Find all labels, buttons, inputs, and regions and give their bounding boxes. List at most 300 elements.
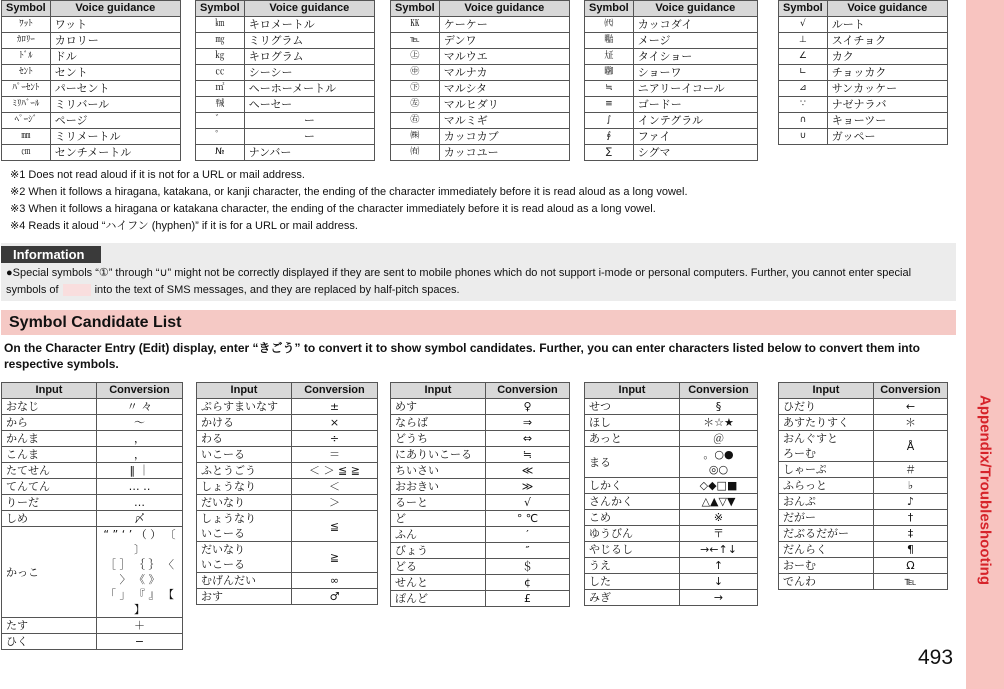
conversion-cell: ＝ <box>292 447 378 463</box>
conversion-cell: Ω <box>874 558 948 574</box>
input-cell: ならば <box>391 415 486 431</box>
symbol-cell: ∫ <box>585 113 634 129</box>
input-cell: わる <box>197 431 292 447</box>
guidance-cell: マルミギ <box>439 113 569 129</box>
symbol-table-3 <box>390 0 570 161</box>
symbol-cell: ∩ <box>779 113 828 129</box>
table-row <box>585 478 758 494</box>
table-row <box>2 527 183 618</box>
table-row <box>585 415 758 431</box>
guidance-cell: ファイ <box>633 129 757 145</box>
input-cell: どうち <box>391 431 486 447</box>
conversion-cell: ‖ ｜ <box>97 463 183 479</box>
guidance-cell: カッコダイ <box>633 17 757 33</box>
conversion-cell: § <box>680 399 758 415</box>
input-cell: にありいこーる <box>391 447 486 463</box>
symbol-cell: ㍼ <box>585 65 634 81</box>
input-cell: だいなり <box>197 495 292 511</box>
table-row <box>2 479 183 495</box>
guidance-cell: ドル <box>50 49 180 65</box>
table-row <box>2 33 181 49</box>
conversion-cell: × <box>292 415 378 431</box>
input-cell: こんま <box>2 447 97 463</box>
table-row <box>585 558 758 574</box>
table-row <box>197 511 378 542</box>
symbol-cell: ﾜｯﾄ <box>2 17 51 33</box>
guidance-cell: インテグラル <box>633 113 757 129</box>
symbol-cell: ㎎ <box>196 33 245 49</box>
table-row <box>391 399 570 415</box>
conversion-cell: ＋ <box>97 618 183 634</box>
chapter-tab-label <box>966 370 1004 610</box>
input-cell: たす <box>2 618 97 634</box>
table-row <box>391 97 570 113</box>
table-row <box>779 33 948 49</box>
symbol-cell: ﾍﾟｰｼﾞ <box>2 113 51 129</box>
table-row <box>196 145 375 161</box>
table-row <box>585 129 758 145</box>
table-row <box>391 591 570 607</box>
table-row <box>585 49 758 65</box>
table-row <box>391 81 570 97</box>
symbol-cell: ∮ <box>585 129 634 145</box>
input-cell: ふとうごう <box>197 463 292 479</box>
table-row <box>2 447 183 463</box>
guidance-cell: ー <box>244 129 374 145</box>
conversion-cell: ± <box>292 399 378 415</box>
table-row <box>391 479 570 495</box>
conversion-cell: ℡ <box>874 574 948 590</box>
table-row <box>779 462 948 478</box>
conversion-cell: … ‥ <box>97 479 183 495</box>
table-row <box>391 17 570 33</box>
candidate-table-body <box>2 399 183 650</box>
table-row <box>585 590 758 606</box>
table-row <box>779 542 948 558</box>
input-cell: せんと <box>391 575 486 591</box>
input-cell: ふん <box>391 527 486 543</box>
symbol-table-body <box>2 17 181 161</box>
symbol-cell: ㎡ <box>196 81 245 97</box>
guidance-cell: ヘーホーメートル <box>244 81 374 97</box>
table-row <box>391 129 570 145</box>
conversion-header: Conversion <box>680 383 758 399</box>
chapter-tab-text: Appendix/Troubleshooting <box>976 395 994 585</box>
table-row <box>197 573 378 589</box>
guidance-cell: センチメートル <box>50 145 180 161</box>
conversion-cell: 〒 <box>680 526 758 542</box>
table-row <box>391 543 570 559</box>
conversion-cell: ♪ <box>874 494 948 510</box>
conversion-cell: → <box>680 590 758 606</box>
table-row <box>585 33 758 49</box>
guidance-cell: ヘーセー <box>244 97 374 113</box>
input-header: Input <box>779 383 874 399</box>
symbol-cell: ﾄﾞﾙ <box>2 49 51 65</box>
symbol-cell: ㊧ <box>391 97 440 113</box>
guidance-cell: セント <box>50 65 180 81</box>
input-cell: あっと <box>585 431 680 447</box>
input-cell: うえ <box>585 558 680 574</box>
table-row <box>779 17 948 33</box>
input-cell: かける <box>197 415 292 431</box>
input-cell: たてせん <box>2 463 97 479</box>
conversion-cell: ， <box>97 431 183 447</box>
page-number: 493 <box>918 646 954 669</box>
conversion-cell: ¢ <box>486 575 570 591</box>
conversion-cell: † <box>874 510 948 526</box>
symbol-cell: ⊥ <box>779 33 828 49</box>
table-row <box>585 97 758 113</box>
conversion-cell: 〆 <box>97 511 183 527</box>
table-row <box>197 399 378 415</box>
guidance-cell: カッコユー <box>439 145 569 161</box>
conversion-cell: 。○● ◎○ <box>680 447 758 478</box>
conversion-cell: ÷ <box>292 431 378 447</box>
input-cell: めす <box>391 399 486 415</box>
guidance-cell: ゴードー <box>633 97 757 113</box>
candidate-table-3 <box>390 382 570 607</box>
symbol-cell: ⊿ <box>779 81 828 97</box>
symbol-cell: ㎜ <box>2 129 51 145</box>
table-row <box>197 447 378 463</box>
table-row <box>391 145 570 161</box>
input-cell: さんかく <box>585 494 680 510</box>
guidance-cell: カロリー <box>50 33 180 49</box>
symbol-cell: √ <box>779 17 828 33</box>
input-header: Input <box>197 383 292 399</box>
symbol-header: Symbol <box>391 1 440 17</box>
conversion-cell: ＊☆★ <box>680 415 758 431</box>
input-cell: おす <box>197 589 292 605</box>
input-cell: かっこ <box>2 527 97 618</box>
table-row <box>391 113 570 129</box>
guidance-header: Voice guidance <box>633 1 757 17</box>
input-cell: ひだり <box>779 399 874 415</box>
table-row <box>197 479 378 495</box>
conversion-cell: ≫ <box>486 479 570 495</box>
table-row <box>2 97 181 113</box>
conversion-cell: ← <box>874 399 948 415</box>
input-cell: まる <box>585 447 680 478</box>
input-cell: しめ <box>2 511 97 527</box>
input-cell: おーむ <box>779 558 874 574</box>
conversion-cell: ° ℃ <box>486 511 570 527</box>
note-2: ※2 When it follows a hiragana, katakana, or kanji character, the ending of the character immediately before it is read aloud as a long vowel. <box>10 186 688 198</box>
symbol-cell: ㊤ <box>391 49 440 65</box>
conversion-cell: ¶ <box>874 542 948 558</box>
input-cell: おなじ <box>2 399 97 415</box>
guidance-header: Voice guidance <box>827 1 947 17</box>
guidance-cell: ケーケー <box>439 17 569 33</box>
table-row <box>779 574 948 590</box>
symbol-cell: ㊦ <box>391 81 440 97</box>
input-cell: いこーる <box>197 447 292 463</box>
conversion-cell: ⇒ <box>486 415 570 431</box>
conversion-cell: ≪ <box>486 463 570 479</box>
input-cell: しかく <box>585 478 680 494</box>
symbol-table-4 <box>584 0 758 161</box>
table-row <box>779 399 948 415</box>
conversion-cell: Å <box>874 431 948 462</box>
table-row <box>2 618 183 634</box>
conversion-cell: ＃ <box>874 462 948 478</box>
guidance-cell: シーシー <box>244 65 374 81</box>
table-row <box>2 634 183 650</box>
input-cell: こめ <box>585 510 680 526</box>
candidate-table-body <box>585 399 758 606</box>
guidance-cell: ページ <box>50 113 180 129</box>
input-cell: かんま <box>2 431 97 447</box>
candidate-table-body <box>779 399 948 590</box>
symbol-cell: ゛ <box>196 113 245 129</box>
symbol-cell: ℡ <box>391 33 440 49</box>
conversion-cell: £ <box>486 591 570 607</box>
table-row <box>779 415 948 431</box>
symbol-cell: ㎏ <box>196 49 245 65</box>
symbol-cell: ∟ <box>779 65 828 81</box>
table-row <box>585 399 758 415</box>
symbol-table-2 <box>195 0 375 161</box>
table-row <box>585 113 758 129</box>
conversion-cell: ↓ <box>680 574 758 590</box>
symbol-cell: ≒ <box>585 81 634 97</box>
guidance-cell: デンワ <box>439 33 569 49</box>
table-row <box>779 65 948 81</box>
input-cell: から <box>2 415 97 431</box>
notes <box>10 167 688 235</box>
symbol-table-body <box>391 17 570 161</box>
input-cell: あすたりすく <box>779 415 874 431</box>
candidate-table-2 <box>196 382 378 605</box>
conversion-header: Conversion <box>486 383 570 399</box>
guidance-cell: カッコカブ <box>439 129 569 145</box>
table-row <box>585 17 758 33</box>
guidance-cell: マルヒダリ <box>439 97 569 113</box>
conversion-cell: ≦ <box>292 511 378 542</box>
table-row <box>391 33 570 49</box>
section-title: Symbol Candidate List <box>1 310 956 335</box>
highlight-swatch <box>63 284 91 296</box>
symbol-cell: ｶﾛﾘｰ <box>2 33 51 49</box>
symbol-cell: ㊥ <box>391 65 440 81</box>
symbol-cell: ㍾ <box>585 33 634 49</box>
input-cell: びょう <box>391 543 486 559</box>
table-row <box>2 129 181 145</box>
symbol-header: Symbol <box>196 1 245 17</box>
guidance-cell: スイチョク <box>827 33 947 49</box>
table-row <box>779 431 948 462</box>
guidance-cell: マルシタ <box>439 81 569 97</box>
table-row <box>197 589 378 605</box>
conversion-cell: ＞ <box>292 495 378 511</box>
guidance-cell: キロメートル <box>244 17 374 33</box>
input-cell: ゆうびん <box>585 526 680 542</box>
table-row <box>585 526 758 542</box>
table-row <box>197 542 378 573</box>
input-cell: でんわ <box>779 574 874 590</box>
guidance-cell: ワット <box>50 17 180 33</box>
input-cell: しょうなり <box>197 479 292 495</box>
guidance-cell: ガッペー <box>827 129 947 145</box>
input-cell: ぽんど <box>391 591 486 607</box>
symbol-table-body <box>779 17 948 145</box>
symbol-cell: ∠ <box>779 49 828 65</box>
table-row <box>197 495 378 511</box>
table-row <box>196 97 375 113</box>
input-cell: ふらっと <box>779 478 874 494</box>
information-text <box>6 265 954 299</box>
guidance-cell: メージ <box>633 33 757 49</box>
conversion-cell: √ <box>486 495 570 511</box>
table-row <box>779 510 948 526</box>
table-row <box>196 113 375 129</box>
conversion-cell: − <box>97 634 183 650</box>
guidance-cell: ショーワ <box>633 65 757 81</box>
input-cell: しょうなり いこーる <box>197 511 292 542</box>
bullet-icon: ● <box>6 267 13 279</box>
symbol-cell: ㍻ <box>196 97 245 113</box>
symbol-cell: ㊨ <box>391 113 440 129</box>
table-row <box>391 447 570 463</box>
conversion-cell: ※ <box>680 510 758 526</box>
symbol-cell: ゜ <box>196 129 245 145</box>
symbol-cell: ≡ <box>585 97 634 113</box>
table-row <box>779 494 948 510</box>
information-text-a: Special symbols “①” through “∪” might not be correctly displayed if they are sent to mobile phones which do not support i-mode or personal computers. Further, you cannot enter special symbols of <box>6 267 912 296</box>
table-row <box>585 574 758 590</box>
conversion-cell: ⇔ <box>486 431 570 447</box>
conversion-cell: ， <box>97 447 183 463</box>
symbol-cell: № <box>196 145 245 161</box>
table-row <box>2 81 181 97</box>
table-row <box>391 559 570 575</box>
candidate-table-body <box>197 399 378 605</box>
candidate-table-5 <box>778 382 948 590</box>
conversion-cell: ↑ <box>680 558 758 574</box>
conversion-header: Conversion <box>292 383 378 399</box>
conversion-cell: ≧ <box>292 542 378 573</box>
input-header: Input <box>391 383 486 399</box>
conversion-cell: ♀ <box>486 399 570 415</box>
input-cell: おんぷ <box>779 494 874 510</box>
symbol-cell: ㎞ <box>196 17 245 33</box>
input-cell: みぎ <box>585 590 680 606</box>
intro-text: On the Character Entry (Edit) display, enter “きごう” to convert it to show symbol candidates. Further, you can enter characters listed below to convert them into respective symbols. <box>4 341 920 371</box>
input-cell: せつ <box>585 399 680 415</box>
note-3: ※3 When it follows a hiragana or katakana character, the ending of the character immediately before it is read aloud as a long vowel. <box>10 203 656 215</box>
input-cell: しゃーぷ <box>779 462 874 478</box>
symbol-cell: ∪ <box>779 129 828 145</box>
symbol-header: Symbol <box>779 1 828 17</box>
symbol-cell: ∵ <box>779 97 828 113</box>
conversion-cell: 〜 <box>97 415 183 431</box>
conversion-cell: ＊ <box>874 415 948 431</box>
table-row <box>197 431 378 447</box>
conversion-cell: ♂ <box>292 589 378 605</box>
table-row <box>2 399 183 415</box>
table-row <box>779 97 948 113</box>
guidance-cell: マルウエ <box>439 49 569 65</box>
table-row <box>391 49 570 65</box>
input-cell: だんらく <box>779 542 874 558</box>
input-cell: ひく <box>2 634 97 650</box>
conversion-cell: ′ <box>486 527 570 543</box>
guidance-cell: ナゼナラバ <box>827 97 947 113</box>
symbol-table-5 <box>778 0 948 145</box>
input-cell: りーだ <box>2 495 97 511</box>
guidance-cell: マルナカ <box>439 65 569 81</box>
table-row <box>2 17 181 33</box>
table-row <box>197 463 378 479</box>
input-cell: だがー <box>779 510 874 526</box>
table-row <box>196 17 375 33</box>
input-cell: だぶるだがー <box>779 526 874 542</box>
table-row <box>197 415 378 431</box>
information-title: Information <box>1 246 101 263</box>
symbol-cell: ㍽ <box>585 49 634 65</box>
conversion-cell: →←↑↓ <box>680 542 758 558</box>
input-header: Input <box>2 383 97 399</box>
conversion-cell: 〃 々 <box>97 399 183 415</box>
table-row <box>391 431 570 447</box>
input-cell: るーと <box>391 495 486 511</box>
conversion-cell: … <box>97 495 183 511</box>
table-row <box>585 510 758 526</box>
input-header: Input <box>585 383 680 399</box>
guidance-cell: サンカッケー <box>827 81 947 97</box>
guidance-cell: シグマ <box>633 145 757 161</box>
symbol-cell: ㎝ <box>2 145 51 161</box>
conversion-cell: “ ” ‘ ’ （ ） 〔 〕 ［ ］ ｛ ｝ 〈 〉 《 》 「 」 『 』 【 】 <box>97 527 183 618</box>
input-cell: だいなり いこーる <box>197 542 292 573</box>
guidance-cell: チョッカク <box>827 65 947 81</box>
input-cell: おんぐすと ろーむ <box>779 431 874 462</box>
table-row <box>585 431 758 447</box>
input-cell: やじるし <box>585 542 680 558</box>
guidance-cell: パーセント <box>50 81 180 97</box>
conversion-header: Conversion <box>874 383 948 399</box>
table-row <box>779 129 948 145</box>
table-row <box>2 511 183 527</box>
table-row <box>779 558 948 574</box>
table-row <box>2 145 181 161</box>
guidance-cell: キログラム <box>244 49 374 65</box>
guidance-cell: ミリバール <box>50 97 180 113</box>
conversion-cell: ∞ <box>292 573 378 589</box>
guidance-cell: タイショー <box>633 49 757 65</box>
table-row <box>779 49 948 65</box>
table-row <box>779 113 948 129</box>
conversion-header: Conversion <box>97 383 183 399</box>
input-cell: ぷらすまいなす <box>197 399 292 415</box>
conversion-cell: ♭ <box>874 478 948 494</box>
candidate-table-1 <box>1 382 183 650</box>
guidance-cell: ニアリーイコール <box>633 81 757 97</box>
table-row <box>2 49 181 65</box>
symbol-table-body <box>585 17 758 161</box>
symbol-cell: ㈲ <box>391 145 440 161</box>
table-row <box>585 447 758 478</box>
input-cell: ほし <box>585 415 680 431</box>
note-4: ※4 Reads it aloud “ハイフン (hyphen)” if it is for a URL or mail address. <box>10 220 358 232</box>
conversion-cell: ◇◆□■ <box>680 478 758 494</box>
table-row <box>2 65 181 81</box>
symbol-cell: ∑ <box>585 145 634 161</box>
table-row <box>585 494 758 510</box>
table-row <box>585 81 758 97</box>
symbol-cell: ﾊﾟｰｾﾝﾄ <box>2 81 51 97</box>
